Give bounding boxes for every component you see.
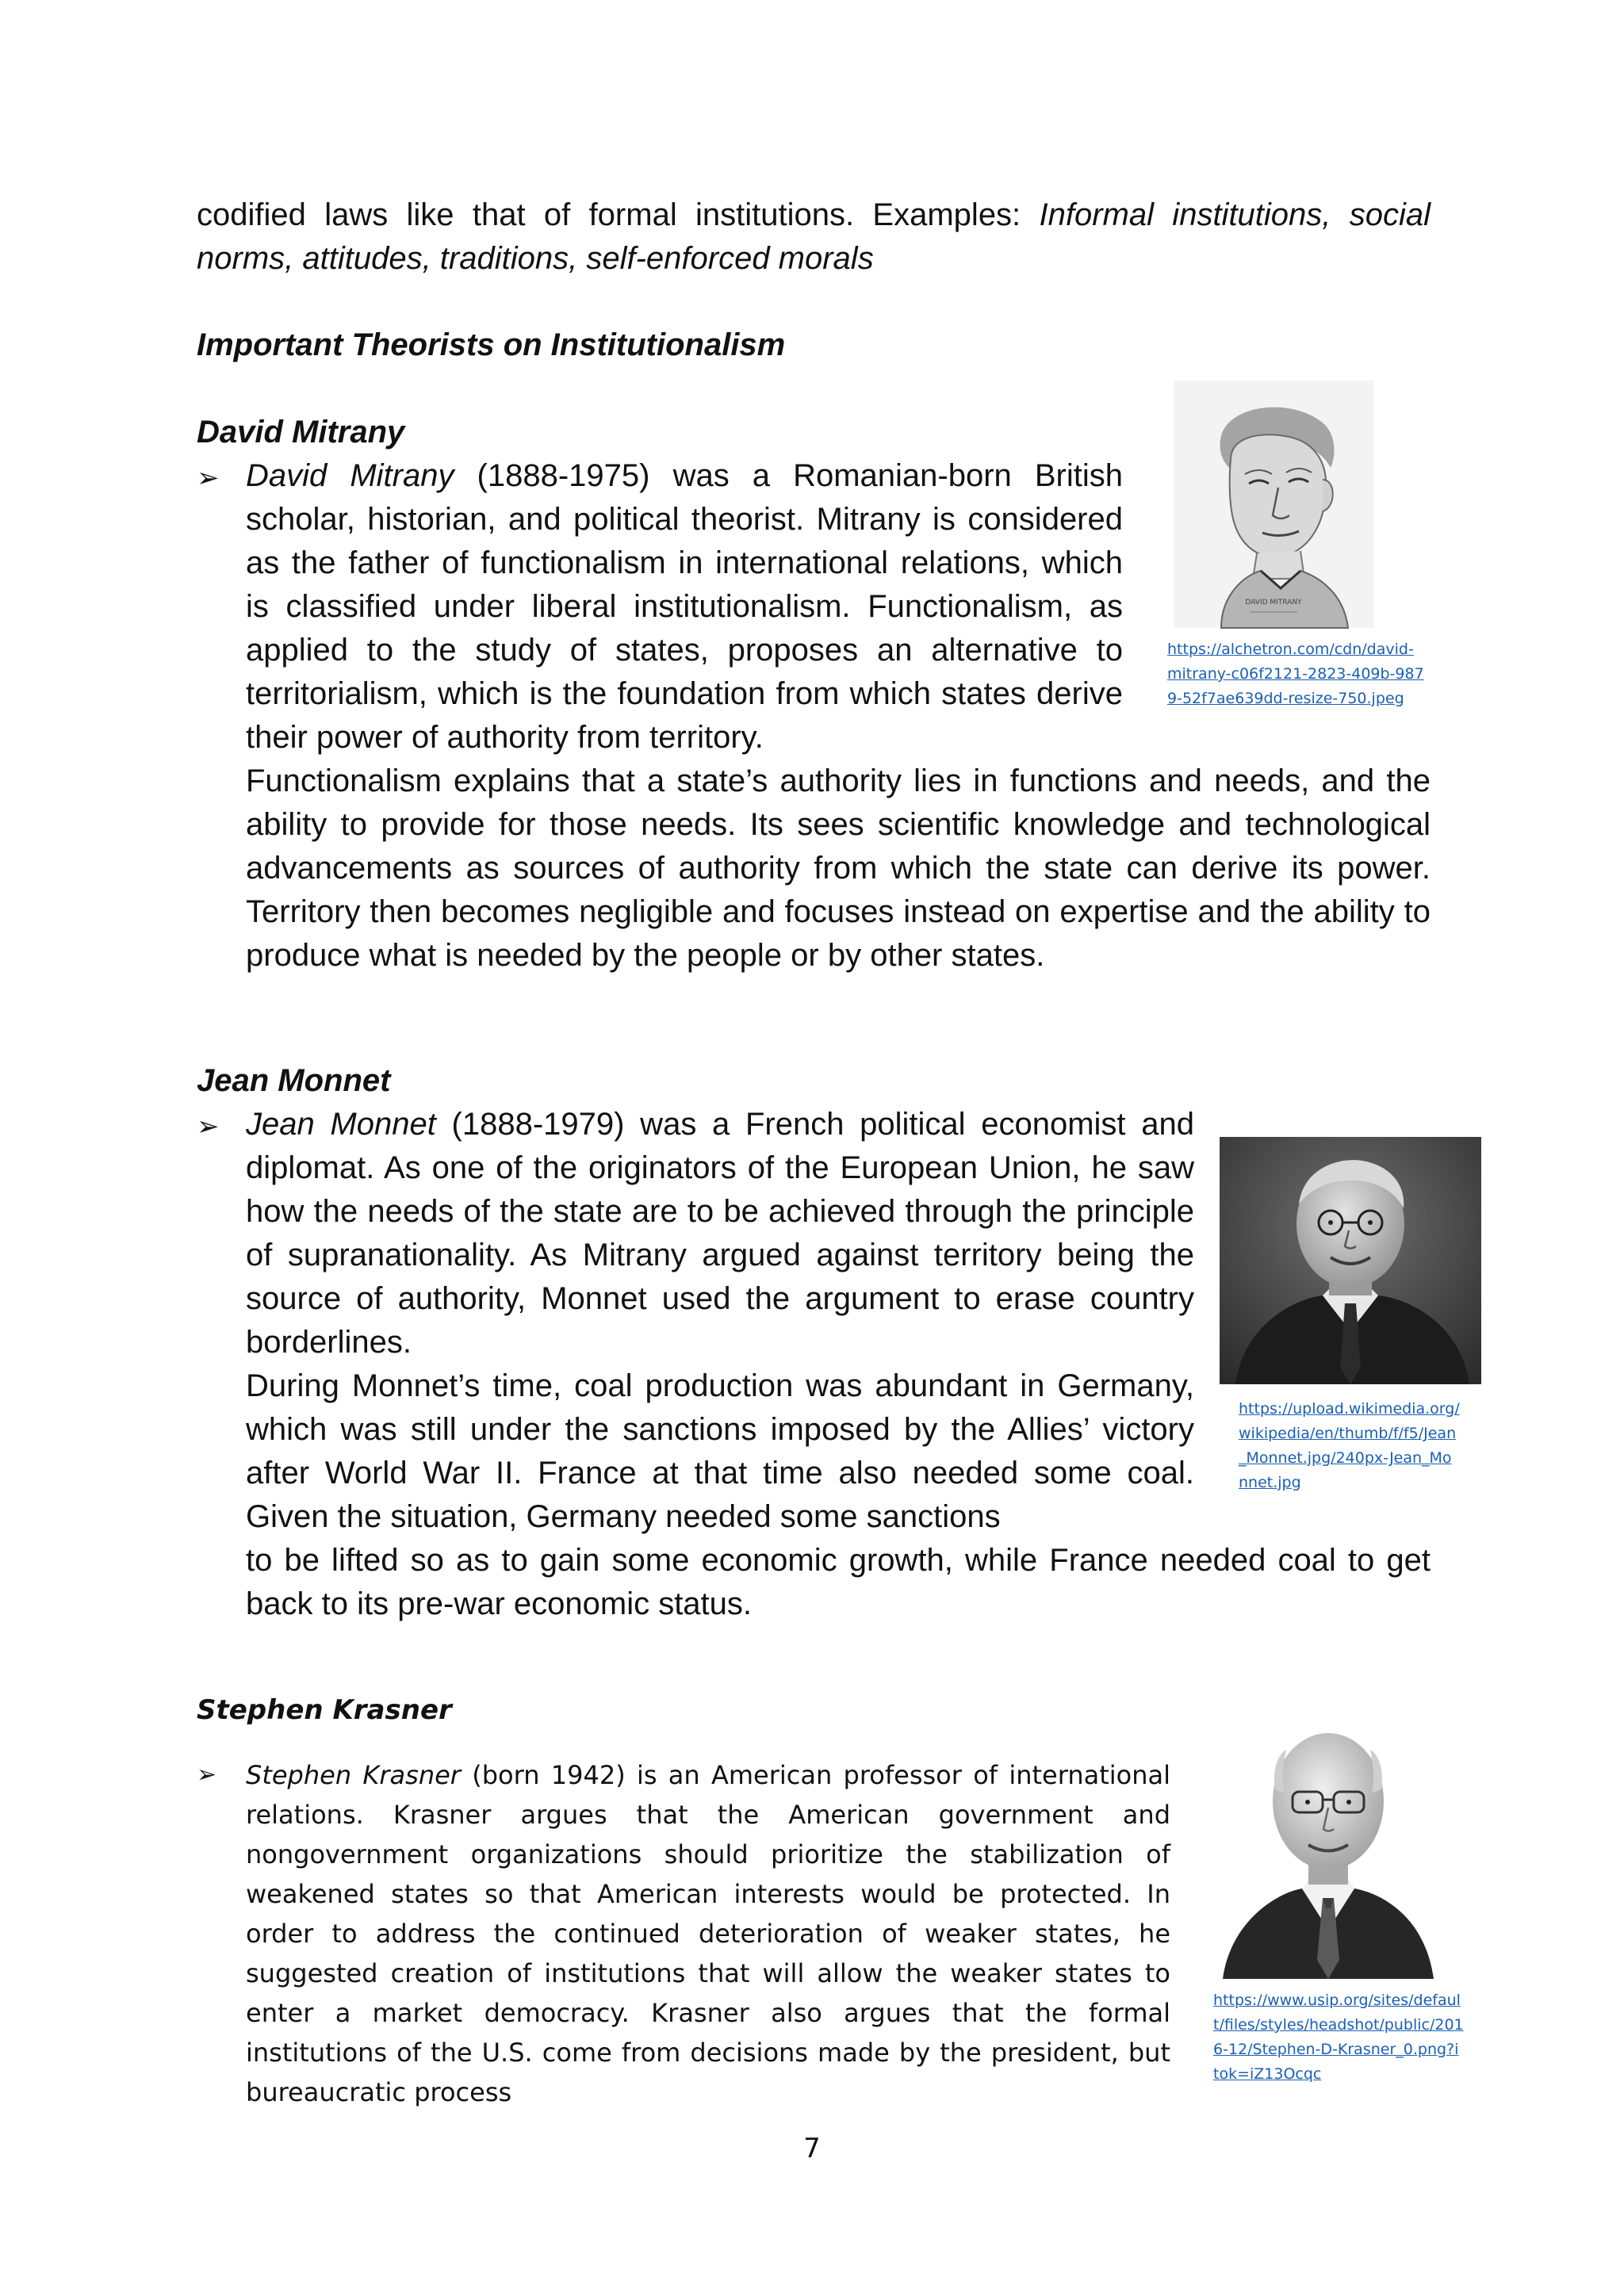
sketch-caption: DAVID MITRANY	[1245, 599, 1302, 607]
mitrany-portrait	[1174, 381, 1373, 628]
intro-text: codified laws like that of formal institutions. Examples:	[197, 197, 1040, 232]
monnet-text-1: (1888-1979) was a French political economist and diplomat. As one of the originators of the European Union, he saw how the needs of the state are to be achieved through the principle of supranationality. As Mitrany argued against territory being the source of authority, Monnet used the argument to erase country borderlines.	[246, 1107, 1194, 1360]
monnet-bullet: ➢	[197, 1111, 220, 1142]
monnet-paragraph-wrapped-1	[246, 1103, 1194, 1364]
monnet-name: Jean Monnet	[246, 1107, 436, 1142]
mitrany-text-1: (1888-1975) was a Romanian-born British scholar, historian, and political theorist. Mitrany is considered as the father of functionalism in international relations, which is classified under liberal institutionalism. Functionalism, as applied to the study of states, proposes an alternative to territorialism, which is the foundation from which states derive their power of authority from territory.	[246, 458, 1123, 755]
section-heading: Important Theorists on Institutionalism	[197, 327, 786, 362]
monnet-paragraph-wrapped-2	[246, 1364, 1194, 1539]
mitrany-heading: David Mitrany	[197, 415, 405, 450]
mitrany-name: David Mitrany	[246, 458, 454, 493]
mitrany-image-link[interactable]: https://alchetron.com/cdn/david-mitrany-c06f2121-2823-409b-9879-52f7ae639dd-resize-750.jpeg	[1167, 641, 1424, 707]
monnet-photo-image	[1220, 1137, 1481, 1384]
krasner-text: (born 1942) is an American professor of international relations. Krasner argues that the American government and nongovernment organizations should prioritize the stabilization of weakened states so that American interests would be protected. In order to address the continued deterioration of weaker states, he suggested creation of institutions that will allow the weaker states to enter a market democracy. Krasner also argues that the formal institutions of the U.S. come from decisions made by the president, but bureaucratic process	[246, 1760, 1170, 2107]
krasner-portrait	[1223, 1714, 1434, 1979]
intro-paragraph	[197, 193, 1431, 281]
monnet-portrait	[1220, 1137, 1481, 1384]
monnet-text-3: to be lifted so as to gain some economic growth, while France needed coal to get back to its pre-war economic status.	[246, 1543, 1431, 1621]
monnet-paragraph-full	[246, 1539, 1431, 1626]
krasner-paragraph	[246, 1755, 1170, 2107]
krasner-image-link[interactable]: https://www.usip.org/sites/default/files/styles/headshot/public/2016-12/Stephen-D-Krasner_0.png?itok=iZ13Ocqc	[1213, 1992, 1464, 2083]
mitrany-sketch-image	[1174, 381, 1373, 628]
krasner-bullet: ➢	[197, 1761, 217, 1789]
monnet-image-link[interactable]: https://upload.wikimedia.org/wikipedia/en/thumb/f/f5/Jean_Monnet.jpg/240px-Jean_Monnet.jpg	[1239, 1400, 1460, 1491]
mitrany-paragraph-full	[246, 760, 1431, 978]
mitrany-paragraph-wrapped	[246, 454, 1123, 760]
mitrany-text-2: Functionalism explains that a state’s authority lies in functions and needs, and the ability to provide for those needs. Its sees scientific knowledge and technological advancements as sources of authority from which the state can derive its power. Territory then becomes negligible and focuses instead on expertise and the ability to produce what is needed by the people or by other states.	[246, 763, 1431, 973]
intro-examples: Informal institutions, social norms, attitudes, traditions, self-enforced morals	[197, 197, 1431, 276]
krasner-heading: Stephen Krasner	[197, 1694, 452, 1726]
krasner-photo-image	[1223, 1714, 1434, 1979]
monnet-text-2: During Monnet’s time, coal production was abundant in Germany, which was still under the sanctions imposed by the Allies’ victory after World War II. France at that time also needed some coal. Given the situation, Germany needed some sanctions	[246, 1368, 1194, 1534]
page-number: 7	[803, 2133, 821, 2164]
krasner-name: Stephen Krasner	[246, 1760, 461, 1790]
monnet-heading: Jean Monnet	[197, 1063, 391, 1098]
mitrany-bullet: ➢	[197, 462, 220, 494]
